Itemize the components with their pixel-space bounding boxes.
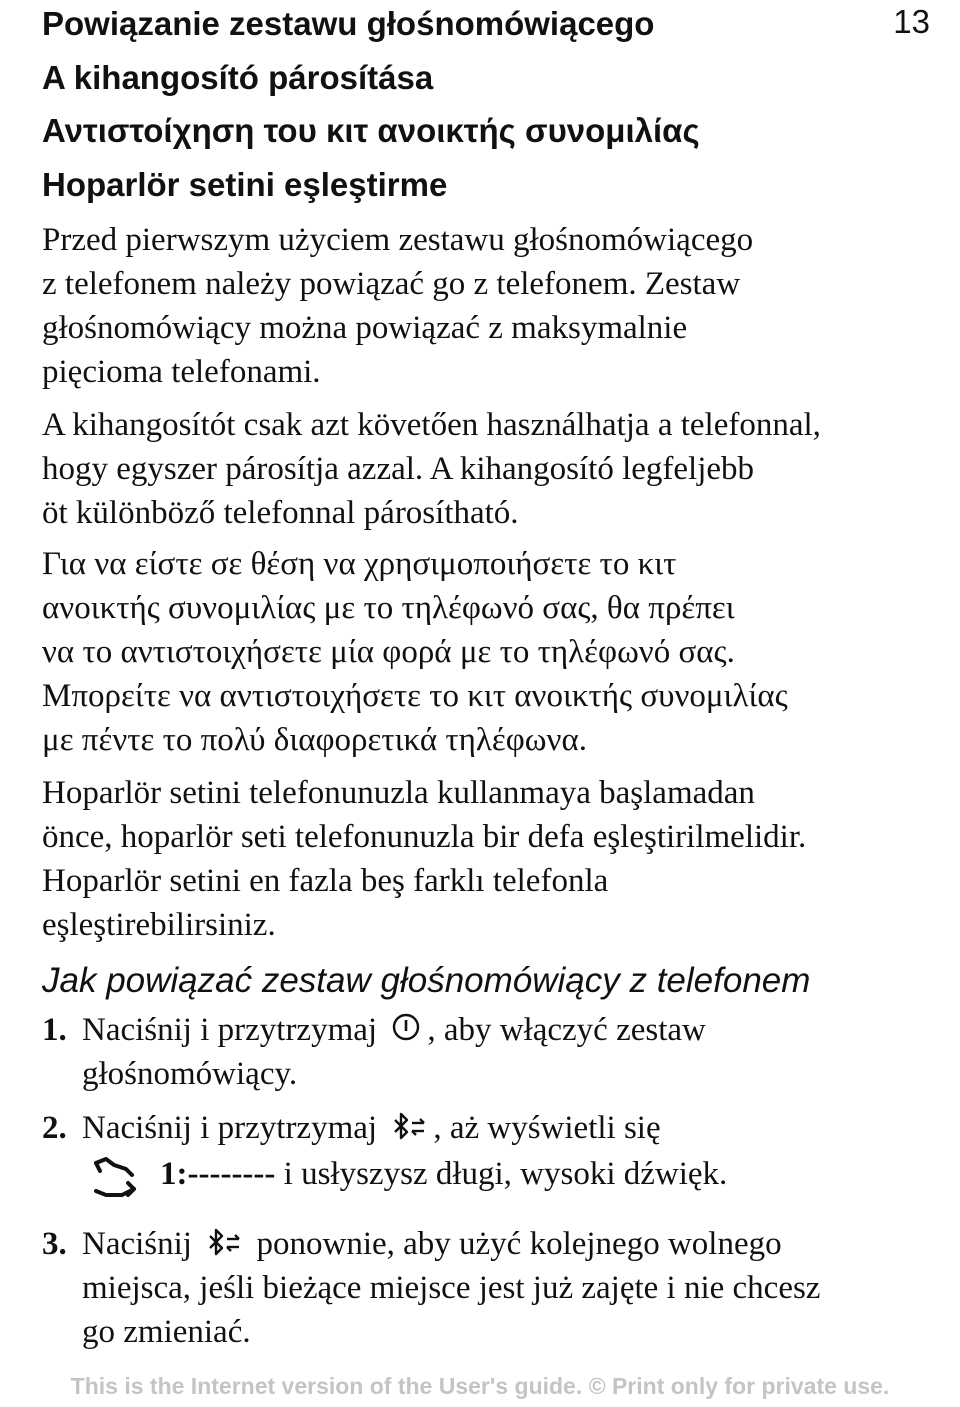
step-text: ponownie, aby użyć kolejnego wolnego <box>256 1226 782 1262</box>
text-line: με πέντε το πολύ διαφορετικά τηλέφωνα. <box>42 722 587 758</box>
instructions-subheading: Jak powiązać zestaw głośnomówiący z telefonem <box>42 961 811 1000</box>
step-text: głośnomówiący. <box>82 1056 298 1092</box>
heading-turkish: Hoparlör setini eşleştirme <box>42 166 448 203</box>
step-text: , aby włączyć zestaw <box>427 1012 706 1048</box>
text-line: Hoparlör setini telefonunuzla kullanmaya başlamadan <box>42 775 755 811</box>
footer-notice: This is the Internet version of the User's guide. © Print only for private use. <box>70 1373 890 1399</box>
heading-hungarian: A kihangosító párosítása <box>42 59 434 96</box>
text-line: z telefonem należy powiązać go z telefonem. Zestaw <box>42 266 741 302</box>
power-icon <box>391 1010 421 1054</box>
text-line: Przed pierwszym użyciem zestawu głośnomówiącego <box>42 222 754 258</box>
text-line: Για να είστε σε θέση να χρησιμοποιήσετε το κιτ <box>42 546 677 582</box>
page-number: 13 <box>893 3 930 40</box>
step-text: i usłyszysz długi, wysoki dźwięk. <box>275 1156 728 1192</box>
heading-greek: Αντιστοίχηση του κιτ ανοικτής συνομιλίας <box>42 112 700 149</box>
step-text: go zmieniać. <box>82 1314 251 1350</box>
step-text-line <box>82 1106 661 1152</box>
text-line: Hoparlör setini en fazla beş farklı telefonla <box>42 863 609 899</box>
text-line: ανοικτής συνομιλίας με το τηλέφωνό σας, θα πρέπει <box>42 590 735 626</box>
step-text: Naciśnij i przytrzymaj <box>82 1012 378 1048</box>
step-number: 3. <box>42 1226 67 1262</box>
paragraph-polish <box>42 218 753 394</box>
text-line: głośnomówiący można powiązać z maksymalnie <box>42 310 688 346</box>
text-line: A kihangosítót csak azt követően használhatja a telefonnal, <box>42 407 821 443</box>
step-text-line <box>82 1008 706 1054</box>
paragraph-turkish <box>42 771 806 947</box>
step-number: 1. <box>42 1012 67 1048</box>
text-line: Μπορείτε να αντιστοιχήσετε το κιτ ανοικτής συνομιλίας <box>42 678 788 714</box>
text-line: önce, hoparlör seti telefonunuzla bir defa eşleştirilmelidir. <box>42 819 807 855</box>
step-text-line <box>82 1222 782 1268</box>
step-text: Naciśnij <box>82 1226 192 1262</box>
step-text: miejsca, jeśli bieżące miejsce jest już zajęte i nie chcesz <box>82 1270 821 1306</box>
text-line: öt különböző telefonnal párosítható. <box>42 495 519 531</box>
paragraph-hungarian <box>42 403 821 535</box>
text-line: eşleştirebilirsiniz. <box>42 907 276 943</box>
step-text: , aż wyświetli się <box>433 1110 661 1146</box>
phone-pairing-icon <box>92 1155 142 1210</box>
bluetooth-pair-icon <box>391 1108 427 1152</box>
text-line: hogy egyszer párosítja azzal. A kihangosító legfeljebb <box>42 451 755 487</box>
paragraph-greek <box>42 542 788 762</box>
text-line: να το αντιστοιχήσετε μία φορά με το τηλέφωνό σας. <box>42 634 735 670</box>
text-line: pięcioma telefonami. <box>42 354 321 390</box>
step-number: 2. <box>42 1110 67 1146</box>
step-text: Naciśnij i przytrzymaj <box>82 1110 378 1146</box>
pairing-code: 1:-------- <box>160 1156 276 1192</box>
step-text-line <box>160 1152 727 1196</box>
heading-polish: Powiązanie zestawu głośnomówiącego <box>42 5 655 42</box>
bluetooth-pair-icon <box>206 1224 242 1268</box>
